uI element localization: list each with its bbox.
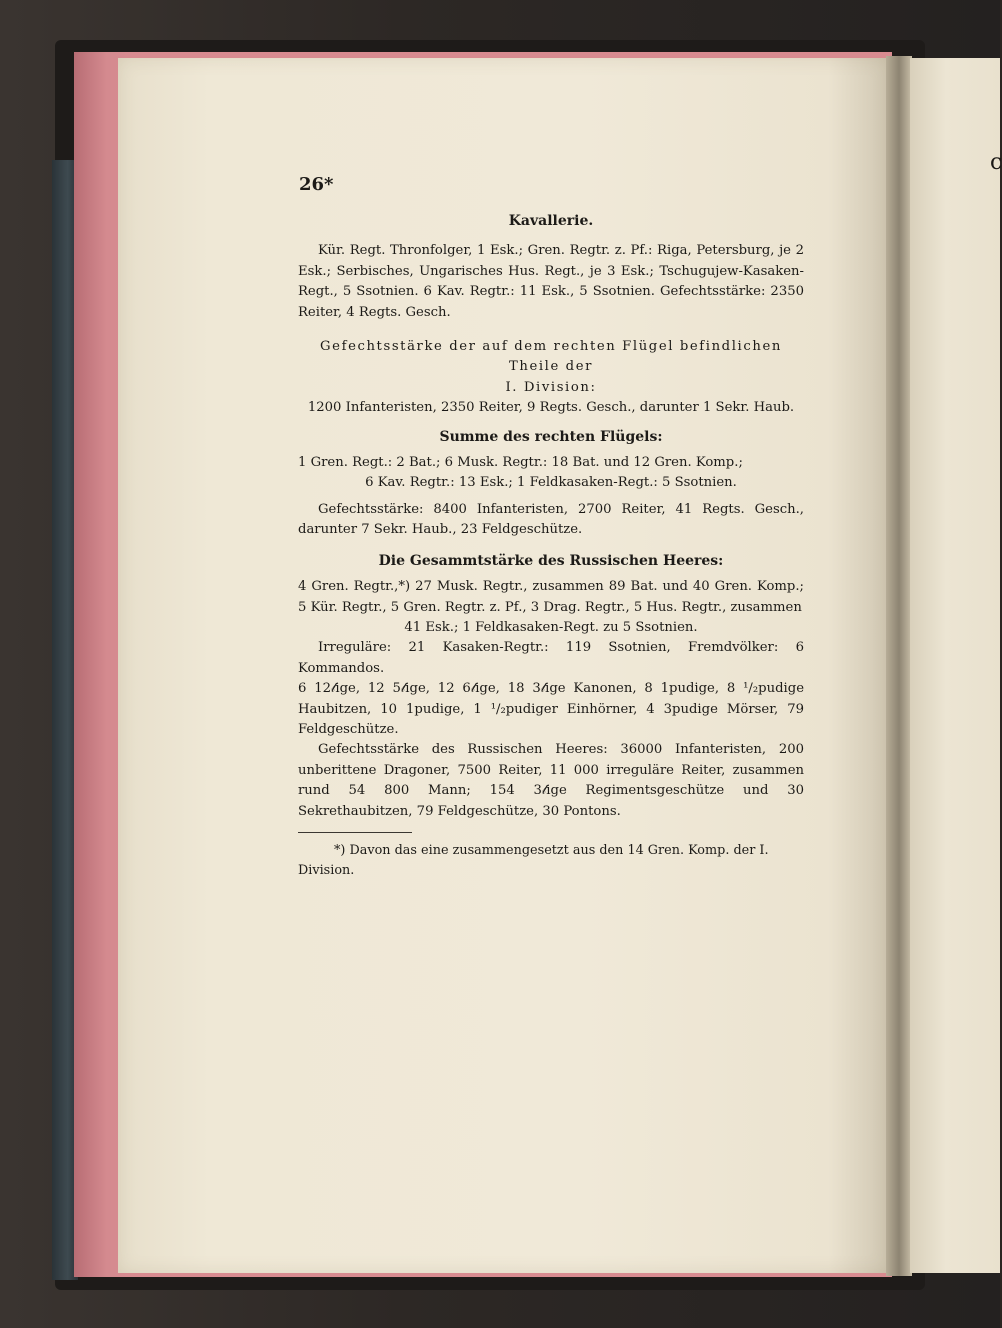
total-line1: 4 Gren. Regtr.,*) 27 Musk. Regtr., zusammen 89 Bat. und 40 Gren. Komp.; 5 Kür. Regtr., 5 Gren. Regtr. z. Pf., 3 Drag. Regtr., 5 Hus. Regtr., zusammen <box>298 579 804 615</box>
summary-body: 1200 Infanteristen, 2350 Reiter, 9 Regts. Gesch., darunter 1 Sekr. Haub. <box>307 400 795 416</box>
total-line1-end: 41 Esk.; 1 Feldkasaken-Regt. zu 5 Ssotnien. <box>404 619 698 635</box>
kavallerie-paragraph: Kür. Regt. Thronfolger, 1 Esk.; Gren. Regtr. z. Pf.: Riga, Petersburg, je 2 Esk.; Serbisches, Ungarisches Hus. Regt., je 3 Esk.; Tschugujew-Kasaken-Regt., 5 Ssotnien. 6 Kav. Regtr.: 11 Esk., 5 Ssotnien. Gefechtsstärke: 2350 Reiter, 4 Regts. Gesch. <box>298 243 804 320</box>
guns-line: 6 12𝓁ige, 12 5𝓁ige, 12 6𝓁ige, 18 3𝓁ige Kanonen, 8 1pudige, 8 ¹/₂pudige Haubitzen, 10 1pudige, 1 ¹/₂pudiger Einhörner, 4 3pudige Mörser, 79 Feldgeschütze. <box>298 681 804 737</box>
right-wing-line2: 6 Kav. Regtr.: 13 Esk.; 1 Feldkasaken-Regt.: 5 Ssotnien. <box>365 475 737 491</box>
irregular-line: Irreguläre: 21 Kasaken-Regtr.: 119 Ssotnien, Fremdvölker: 6 Kommandos. <box>298 640 804 676</box>
total-heading: Die Gesammtstärke des Russischen Heeres: <box>378 552 724 569</box>
page-number: 26* <box>299 174 334 195</box>
book-gutter <box>886 56 912 1276</box>
summary-title-line2: I. Division: <box>505 379 597 395</box>
right-wing-heading: Summe des rechten Flügels: <box>439 428 663 445</box>
facing-page-glyph: c <box>990 150 1002 175</box>
right-wing-line1: 1 Gren. Regt.: 2 Bat.; 6 Musk. Regtr.: 18 Bat. und 12 Gren. Komp.; <box>298 455 743 471</box>
footnote-rule <box>298 832 412 833</box>
right-wing-strength: Gefechtsstärke: 8400 Infanteristen, 2700 Reiter, 41 Regts. Gesch., darunter 7 Sekr. Haub., 23 Feldgeschütze. <box>298 501 804 538</box>
facing-page <box>910 58 1000 1273</box>
summary-title-line1: Gefechtsstärke der auf dem rechten Flügel befindlichen Theile der <box>320 339 782 375</box>
footnote: *) Davon das eine zusammengesetzt aus den 14 Gren. Komp. der I. Division. <box>298 842 769 879</box>
section-heading-kavallerie: Kavallerie. <box>508 213 594 229</box>
total-strength: Gefechtsstärke des Russischen Heeres: 36000 Infanteristen, 200 unberittene Dragoner, 7500 Reiter, 11 000 irreguläre Reiter, zusammen rund 54 800 Mann; 154 3𝓁ige Regimentsgeschütze und 30 Sekrethaubitzen, 79 Feldgeschütze, 30 Pontons. <box>298 742 804 819</box>
page-text <box>298 165 804 882</box>
